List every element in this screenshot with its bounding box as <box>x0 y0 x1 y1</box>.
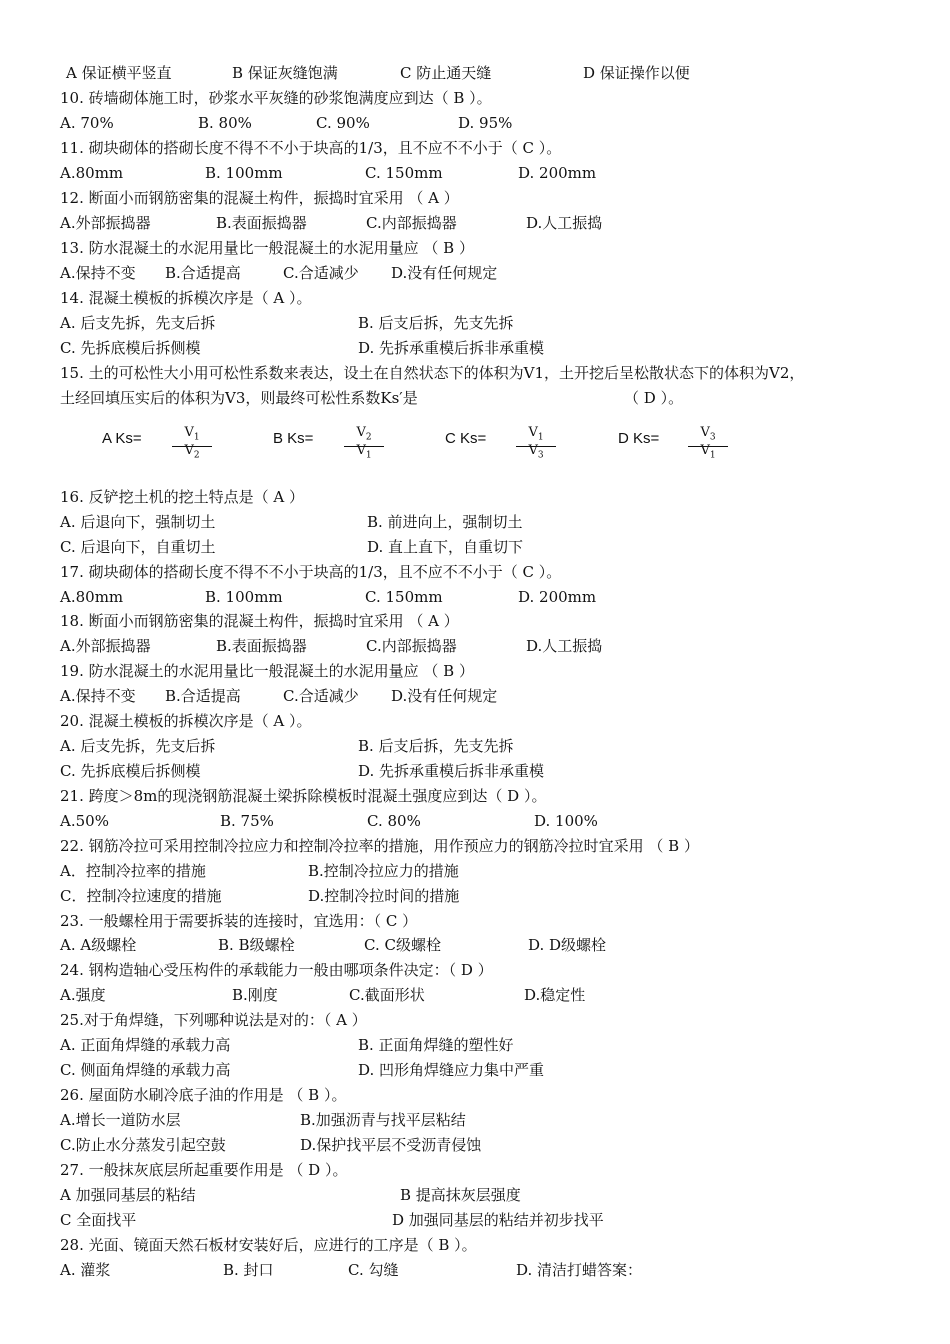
option: B.加强沥青与找平层粘结 <box>300 1111 466 1129</box>
option: B.表面振捣器 <box>216 214 307 232</box>
numerator: $V_1$ <box>184 425 200 443</box>
option: C. 勾缝 <box>348 1261 399 1279</box>
fraction <box>688 424 728 460</box>
option: C.内部振捣器 <box>366 637 457 655</box>
option: A.保持不变 <box>60 264 136 282</box>
option: A.增长一道防水层 <box>60 1111 181 1129</box>
fraction-bar <box>688 446 728 447</box>
option: B. B级螺栓 <box>218 936 295 954</box>
question-stem: 14. 混凝土模板的拆模次序是（ A ）。 <box>60 289 312 307</box>
option: A. 70% <box>60 114 114 132</box>
option: B.表面振捣器 <box>216 637 307 655</box>
fraction-bar <box>172 446 212 447</box>
question-stem: 18. 断面小而钢筋密集的混凝土构件，振捣时宜采用 （ A ） <box>60 612 459 630</box>
question-stem: 20. 混凝土模板的拆模次序是（ A ）。 <box>60 712 312 730</box>
question-stem: 15. 土的可松性大小用可松性系数来表达，设土在自然状态下的体积为V1，土开挖后呈松散状态下的体积为V2， <box>60 364 805 382</box>
option: D.没有任何规定 <box>391 264 498 282</box>
question-stem: 21. 跨度＞8m的现浇钢筋混凝土梁拆除模板时混凝土强度应到达（ D ）。 <box>60 787 547 805</box>
question-stem: 12. 断面小而钢筋密集的混凝土构件，振捣时宜采用 （ A ） <box>60 189 459 207</box>
denominator: $V_1$ <box>700 443 716 461</box>
option: C. 后退向下，自重切土 <box>60 538 216 556</box>
denominator: $V_3$ <box>528 443 544 461</box>
option: D 保证操作以便 <box>583 64 690 82</box>
question-stem: 10. 砖墙砌体施工时，砂浆水平灰缝的砂浆饱满度应到达（ B ）。 <box>60 89 492 107</box>
fraction <box>344 424 384 460</box>
numerator: $V_1$ <box>528 425 544 443</box>
option: A 加强同基层的粘结 <box>60 1186 196 1204</box>
option: A. 正面角焊缝的承载力高 <box>60 1036 231 1054</box>
formula-label: B Ks= <box>273 430 314 447</box>
option: A.80mm <box>60 164 124 182</box>
option: C. 150mm <box>365 588 443 606</box>
option: D.人工振捣 <box>526 214 603 232</box>
option: B 保证灰缝饱满 <box>232 64 338 82</box>
answer-blank: （ D ）。 <box>624 389 684 407</box>
option: D.稳定性 <box>524 986 586 1004</box>
option: B. 后支后拆，先支先拆 <box>358 314 514 332</box>
question-stem: 25.对于角焊缝，下列哪种说法是对的：（ A ） <box>60 1011 367 1029</box>
option: D.没有任何规定 <box>391 687 498 705</box>
option: A 保证横平竖直 <box>66 64 172 82</box>
option: D. 200mm <box>518 588 597 606</box>
question-stem: 13. 防水混凝土的水泥用量比一般混凝土的水泥用量应 （ B ） <box>60 239 474 257</box>
question-stem: 16. 反铲挖土机的挖土特点是（ A ） <box>60 488 304 506</box>
option: B.合适提高 <box>165 264 241 282</box>
question-stem: 19. 防水混凝土的水泥用量比一般混凝土的水泥用量应 （ B ） <box>60 662 474 680</box>
option: B.合适提高 <box>165 687 241 705</box>
question-stem-text: 土经回填压实后的体积为V3，则最终可松性系数Ks′是 <box>60 389 418 407</box>
fraction-bar <box>344 446 384 447</box>
denominator: $V_1$ <box>356 443 372 461</box>
question-stem: 17. 砌块砌体的搭砌长度不得不不小于块高的1/3，且不应不不小于（ C ）。 <box>60 563 562 581</box>
option: B. 正面角焊缝的塑性好 <box>358 1036 514 1054</box>
option: B. 前进向上，强制切土 <box>367 513 523 531</box>
option: C. 侧面角焊缝的承载力高 <box>60 1061 231 1079</box>
option: A.强度 <box>60 986 106 1004</box>
option: D. 100% <box>534 812 598 830</box>
question-stem: 22. 钢筋冷拉可采用控制冷拉应力和控制冷拉率的措施，用作预应力的钢筋冷拉时宜采用 （ B ） <box>60 837 699 855</box>
formula-label: A Ks= <box>102 430 142 447</box>
option: B. 后支后拆，先支先拆 <box>358 737 514 755</box>
formula-label: C Ks= <box>445 430 487 447</box>
option: C.内部振捣器 <box>366 214 457 232</box>
option: B. 封口 <box>223 1261 274 1279</box>
question-stem: 26. 屋面防水刷冷底子油的作用是 （ B ）。 <box>60 1086 347 1104</box>
option: C. 先拆底模后拆侧模 <box>60 762 201 780</box>
option: D. D级螺栓 <box>528 936 607 954</box>
option: A.外部振捣器 <box>60 637 151 655</box>
option: D. 直上直下，自重切下 <box>367 538 524 556</box>
fraction <box>172 424 212 460</box>
denominator: $V_2$ <box>184 443 200 461</box>
option: C. C级螺栓 <box>364 936 441 954</box>
option: C 防止通天缝 <box>400 64 492 82</box>
option: A. 灌浆 <box>60 1261 111 1279</box>
option: C.合适减少 <box>283 264 359 282</box>
option: C. 150mm <box>365 164 443 182</box>
option: C.截面形状 <box>349 986 425 1004</box>
option: D.人工振捣 <box>526 637 603 655</box>
numerator: $V_3$ <box>700 425 716 443</box>
question-stem: 24. 钢构造轴心受压构件的承载能力一般由哪项条件决定：（ D ） <box>60 961 493 979</box>
option: D. 200mm <box>518 164 597 182</box>
option: A. 后退向下，强制切土 <box>60 513 216 531</box>
option: C.防止水分蒸发引起空鼓 <box>60 1136 226 1154</box>
option: D.控制冷拉时间的措施 <box>308 887 460 905</box>
option: B 提高抹灰层强度 <box>400 1186 521 1204</box>
option: A. 后支先拆，先支后拆 <box>60 314 216 332</box>
option: C.合适减少 <box>283 687 359 705</box>
option: B. 100mm <box>205 164 283 182</box>
option: C．控制冷拉速度的措施 <box>60 887 222 905</box>
option: A.保持不变 <box>60 687 136 705</box>
option: C. 先拆底模后拆侧模 <box>60 339 201 357</box>
question-stem: 27. 一般抹灰底层所起重要作用是 （ D ）。 <box>60 1161 348 1179</box>
option: B.控制冷拉应力的措施 <box>308 862 459 880</box>
option: D. 先拆承重模后拆非承重模 <box>358 762 545 780</box>
question-stem: 11. 砌块砌体的搭砌长度不得不不小于块高的1/3，且不应不不小于（ C ）。 <box>60 139 562 157</box>
option: D 加强同基层的粘结并初步找平 <box>392 1211 604 1229</box>
option: A.外部振捣器 <box>60 214 151 232</box>
option: A. 后支先拆，先支后拆 <box>60 737 216 755</box>
option: D. 清洁打蜡答案： <box>516 1261 643 1279</box>
option: C. 90% <box>316 114 370 132</box>
numerator: $V_2$ <box>356 425 372 443</box>
option: B. 75% <box>220 812 274 830</box>
option: C. 80% <box>367 812 421 830</box>
option: B.刚度 <box>232 986 278 1004</box>
option: A.50% <box>60 812 109 830</box>
option: D.保护找平层不受沥青侵蚀 <box>300 1136 482 1154</box>
option: D. 凹形角焊缝应力集中严重 <box>358 1061 545 1079</box>
question-stem-continued <box>60 387 684 409</box>
option: A.80mm <box>60 588 124 606</box>
fraction-bar <box>516 446 556 447</box>
option: A．控制冷拉率的措施 <box>60 862 206 880</box>
option: A. A级螺栓 <box>60 936 137 954</box>
question-stem: 23. 一般螺栓用于需要拆装的连接时，宜选用：（ C ） <box>60 912 418 930</box>
question-stem: 28. 光面、镜面天然石板材安装好后，应进行的工序是（ B ）。 <box>60 1236 477 1254</box>
option: C 全面找平 <box>60 1211 137 1229</box>
option: D. 95% <box>458 114 513 132</box>
option: D. 先拆承重模后拆非承重模 <box>358 339 545 357</box>
option: B. 100mm <box>205 588 283 606</box>
option: B. 80% <box>198 114 252 132</box>
fraction <box>516 424 556 460</box>
formula-label: D Ks= <box>618 430 660 447</box>
